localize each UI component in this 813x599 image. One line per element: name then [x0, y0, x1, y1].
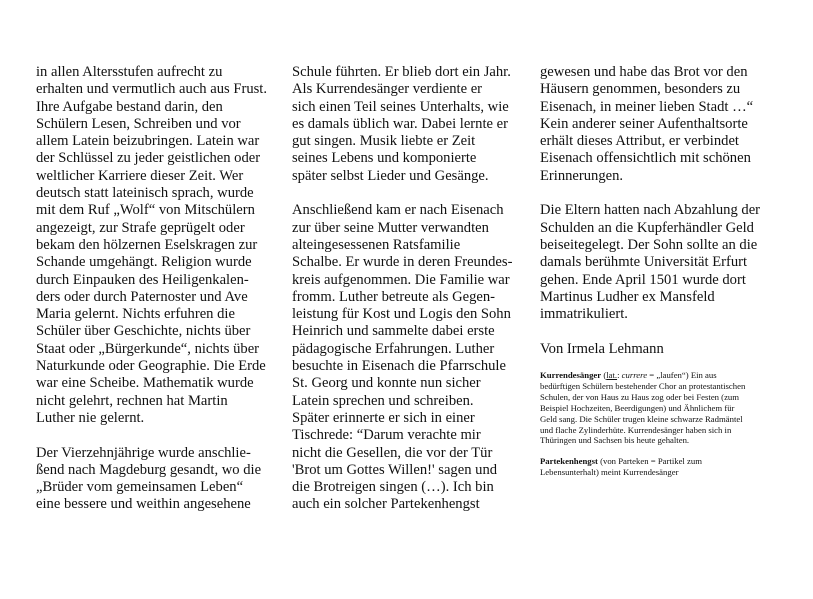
text-line: erhält dieses Attribut, er verbindet — [540, 133, 739, 150]
text-line: es damals üblich war. Dabei lernte er — [292, 115, 508, 132]
glossary-line: Thüringen und Sachsen bis heute gehalten. — [540, 435, 690, 446]
text-line: Schalbe. Er wurde in deren Freundes- — [292, 254, 513, 271]
glossary-line: und flache Zylinderhüte. Kurrendesänger haben sich in — [540, 424, 732, 435]
text-line: Eisenach, in meiner lieben Stadt …“ — [540, 98, 754, 115]
text-line: kreis aufgenommen. Die Familie war — [292, 271, 510, 288]
text-line: Heinrich und sammelte dabei erste — [292, 323, 495, 340]
text-line: erhalten und vermutlich auch aus Frust. — [36, 81, 268, 98]
text-line: allem Latein beizubringen. Latein war — [36, 133, 260, 150]
text-line: Martinus Ludher ex Mansfeld — [540, 288, 715, 305]
text-line: damals berühmte Universität Erfurt — [540, 254, 748, 271]
text-line: Latein sprechen und schreiben. — [292, 392, 474, 409]
latin-abbrev: lat. — [606, 370, 618, 381]
text-line: seines Lebens und komponierte — [292, 150, 477, 167]
text-line: Luther nie gelernt. — [36, 409, 145, 426]
text-line: angezeigt, zur Strafe geprügelt oder — [36, 219, 245, 236]
text-line: gewesen und habe das Brot vor den — [540, 64, 748, 80]
glossary-kurrendesaenger — [540, 370, 776, 446]
text-line: nicht die Gesellen, die vor der Tür — [292, 444, 493, 461]
text-line: Erinnerungen. — [540, 167, 624, 184]
text-line: besuchte in Eisenach die Pfarrschule — [292, 358, 506, 375]
glossary-line: Schulen, der von Haus zu Haus zog oder bei Festen (zum — [540, 391, 740, 402]
text-line: eine bessere und weithin angesehene — [36, 496, 251, 513]
text-line: Schüler über Geschichte, nichts über — [36, 323, 251, 340]
text-line: St. Georg und konnte nun sicher — [292, 375, 481, 392]
text-line: Als Kurrendesänger verdiente er — [292, 81, 483, 98]
text-line: Schule führten. Er blieb dort ein Jahr. — [292, 64, 511, 80]
text-line: Schulden an die Kupferhändler Geld — [540, 219, 754, 236]
text-line: Schande umgehängt. Religion wurde — [36, 254, 252, 271]
text-line: Kein anderer seiner Aufenthaltsorte — [540, 115, 748, 132]
text-line: 'Brot um Gottes Willen!' sagen und — [292, 461, 498, 478]
text-line: gehen. Ende April 1501 wurde dort — [540, 271, 746, 288]
text-line: gut singen. Musik liebte er Zeit — [292, 133, 476, 150]
text-line: Staat oder „Bürgerkunde“, nichts über — [36, 340, 260, 357]
text-line: alteingesessenen Ratsfamilie — [292, 236, 461, 253]
text-column-3 — [540, 64, 776, 478]
glossary-line: bedürftigen Schülern bestehender Chor an protestantischen — [540, 380, 746, 391]
text-line: sich einen Teil seines Unterhalts, wie — [292, 98, 509, 115]
text-line: nicht gelehrt, rechnen hat Martin — [36, 392, 228, 409]
text-line: durch Einpauken des Heiligenkalen- — [36, 271, 249, 288]
text-line: ßend nach Magdeburg gesandt, wo die — [36, 461, 262, 478]
text-line: leistung für Kost und Logis den Sohn — [292, 306, 511, 323]
text-line: der Schlüssel zu jeder geistlichen oder — [36, 150, 261, 167]
text-line: mit dem Ruf „Wolf“ von Mitschülern — [36, 202, 255, 219]
glossary-term: Partekenhengst — [540, 456, 598, 467]
text-line: Naturkunde oder Geographie. Die Erde — [36, 358, 266, 375]
text-line: Schülern Lesen, Schreiben und vor — [36, 115, 241, 132]
latin-word: currere — [621, 370, 648, 381]
text-line: zur über seine Mutter verwandten — [292, 219, 489, 236]
glossary-line: Lebensunterhalt) meint Kurrendesänger — [540, 467, 679, 478]
text-line: die Brotreigen singen (…). Ich bin — [292, 479, 494, 496]
text-line: immatrikuliert. — [540, 306, 628, 323]
text-line: deutsch statt lateinisch sprach, wurde — [36, 185, 254, 202]
text-line: später selbst Lieder und Gesänge. — [292, 167, 489, 184]
glossary-partekenhengst — [540, 456, 776, 478]
text-line: pädagogische Erfahrungen. Luther — [292, 340, 495, 357]
text-line: Eisenach offensichtlich mit schönen — [540, 150, 751, 167]
text-line: war eine Scheibe. Mathematik wurde — [36, 375, 254, 392]
author-line: Von Irmela Lehmann — [540, 340, 664, 357]
text-line: beiseitegelegt. Der Sohn sollte an die — [540, 236, 758, 253]
text-line: Der Vierzehnjährige wurde anschlie- — [36, 444, 251, 461]
column-3-body — [540, 64, 776, 323]
glossary-line: Partekenhengst (von Parteken = Partikel zum — [540, 456, 702, 467]
glossary-line: Kurrendesänger (lat.: currere = „laufen“) Ein aus — [540, 370, 717, 381]
text-line: Tischrede: “Darum verachte mir — [292, 427, 481, 444]
text-line: Häusern genommen, besonders zu — [540, 81, 741, 98]
glossary-line: Beispiel Hochzeiten, Beerdigungen) und Ähnlichem für — [540, 402, 735, 413]
text-line: Anschließend kam er nach Eisenach — [292, 202, 504, 219]
text-line: bekam den hölzernen Eselskragen zur — [36, 236, 258, 253]
text-line: weltlicher Karriere dieser Zeit. Wer — [36, 167, 244, 184]
text-line: auch ein solcher Partekenhengst — [292, 496, 480, 513]
text-line: Maria gelernt. Nichts erfuhren die — [36, 306, 235, 323]
text-line: in allen Altersstufen aufrecht zu — [36, 64, 223, 80]
glossary-term: Kurrendesänger — [540, 370, 602, 381]
text-line: fromm. Luther betreute als Gegen- — [292, 288, 496, 305]
text-line: ders oder durch Paternoster und Ave — [36, 288, 248, 305]
text-column-1 — [36, 64, 268, 514]
text-line: Ihre Aufgabe bestand darin, den — [36, 98, 223, 115]
text-line: Später erinnerte er sich in einer — [292, 409, 475, 426]
text-column-2 — [292, 64, 528, 514]
text-line: „Brüder vom gemeinsamen Leben“ — [36, 479, 244, 496]
text-line: Die Eltern hatten nach Abzahlung der — [540, 202, 761, 219]
glossary-line: Geld sang. Die Schüler trugen kleine schwarze Radmäntel — [540, 413, 743, 424]
